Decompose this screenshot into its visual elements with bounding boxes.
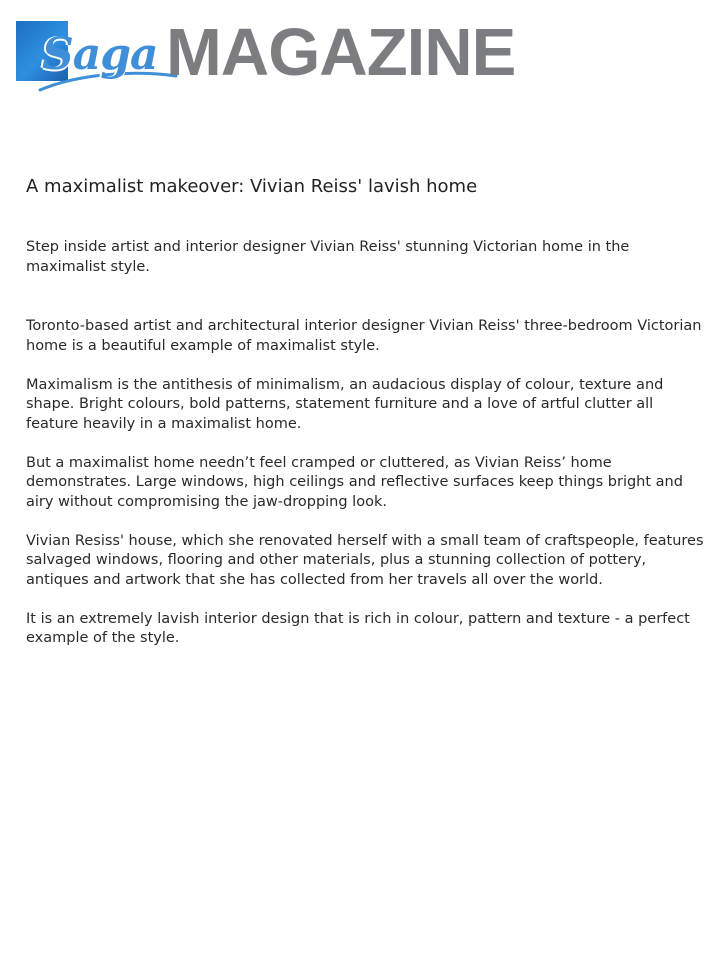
logo-script-text: Saga xyxy=(42,29,158,80)
saga-magazine-logo xyxy=(16,15,536,90)
article-paragraph: It is an extremely lavish interior design that is rich in colour, pattern and texture - a perfect example of the style. xyxy=(26,610,690,646)
article-body xyxy=(26,238,708,668)
article-paragraph: Maximalism is the antithesis of minimalism, an audacious display of colour, texture and shape. Bright colours, bold patterns, statement furniture and a love of artful clutter all feature heavily in a maximalist home. xyxy=(26,376,664,432)
article-paragraph: Toronto-based artist and architectural interior designer Vivian Reiss' three-bedroom Victorian home is a beautiful example of maximalist style. xyxy=(26,318,702,354)
logo-wordmark: MAGAZINE xyxy=(166,15,516,90)
article-paragraph: Vivian Resiss' house, which she renovated herself with a small team of craftspeople, features salvaged windows, flooring and other materials, plus a stunning collection of pottery, antiques and artwork that she has collected from her travels all over the world. xyxy=(26,532,704,588)
article-headline: A maximalist makeover: Vivian Reiss' lavish home xyxy=(26,176,478,197)
article-standfirst: Step inside artist and interior designer Vivian Reiss' stunning Victorian home in the maximalist style. xyxy=(26,239,630,275)
article-paragraph: But a maximalist home needn’t feel cramped or cluttered, as Vivian Reiss’ home demonstrates. Large windows, high ceilings and reflective surfaces keep things bright and airy without compromising the jaw-dropping look. xyxy=(26,454,683,510)
